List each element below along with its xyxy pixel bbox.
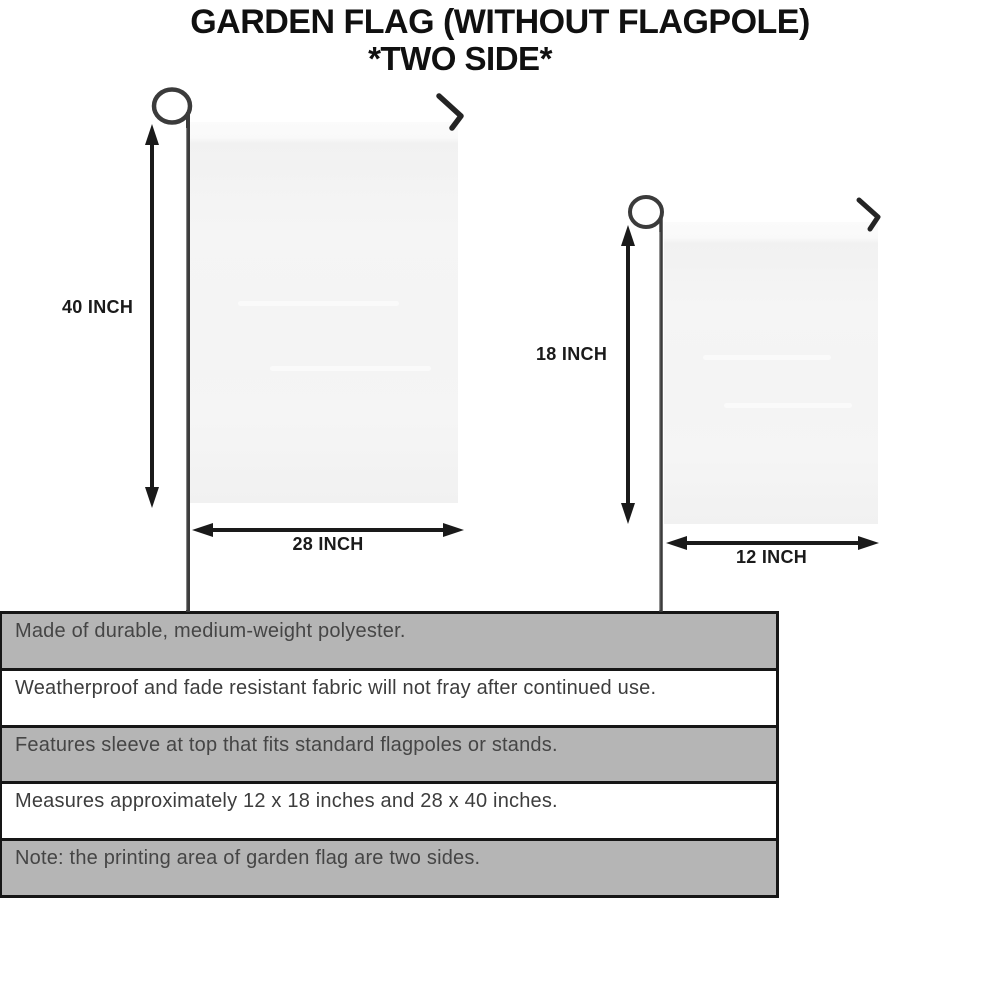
arrowhead-up-icon — [621, 225, 635, 246]
large-flag-panel — [190, 122, 458, 503]
feature-row-note: Note: the printing area of garden flag are two sides. — [2, 841, 776, 895]
large-flag-width-label: 28 INCH — [292, 534, 364, 554]
fabric-fold — [238, 301, 399, 306]
fabric-fold — [724, 403, 852, 408]
page-title: GARDEN FLAG (WITHOUT FLAGPOLE) — [190, 3, 810, 41]
fabric-fold — [703, 355, 831, 360]
title-block — [0, 0, 1000, 76]
feature-row-measurements: Measures approximately 12 x 18 inches and 28 x 40 inches. — [2, 784, 776, 841]
arrowhead-down-icon — [621, 503, 635, 524]
small-flag-panel — [664, 222, 878, 524]
feature-row-weatherproof: Weatherproof and fade resistant fabric will not fray after continued use. — [2, 671, 776, 728]
page-subtitle: *TWO SIDE* — [368, 39, 552, 77]
small-flag-height-label: 18 INCH — [536, 344, 608, 364]
large-flagpole — [154, 90, 190, 613]
small-flag-height-arrow — [621, 225, 635, 524]
feature-row-sleeve: Features sleeve at top that fits standard flagpoles or stands. — [2, 728, 776, 785]
fabric-fold — [270, 366, 431, 371]
small-flag-width-label: 12 INCH — [735, 547, 808, 567]
feature-table — [0, 611, 779, 898]
small-flagpole — [630, 197, 662, 612]
large-flag-height-arrow — [145, 124, 159, 508]
small-flagpole-loop-icon — [630, 197, 662, 227]
arrowhead-down-icon — [145, 487, 159, 508]
feature-row-material: Made of durable, medium-weight polyester. — [2, 614, 776, 671]
large-flagpole-loop-icon — [154, 90, 190, 123]
large-flag-height-label: 40 INCH — [62, 297, 134, 317]
arrowhead-up-icon — [145, 124, 159, 145]
